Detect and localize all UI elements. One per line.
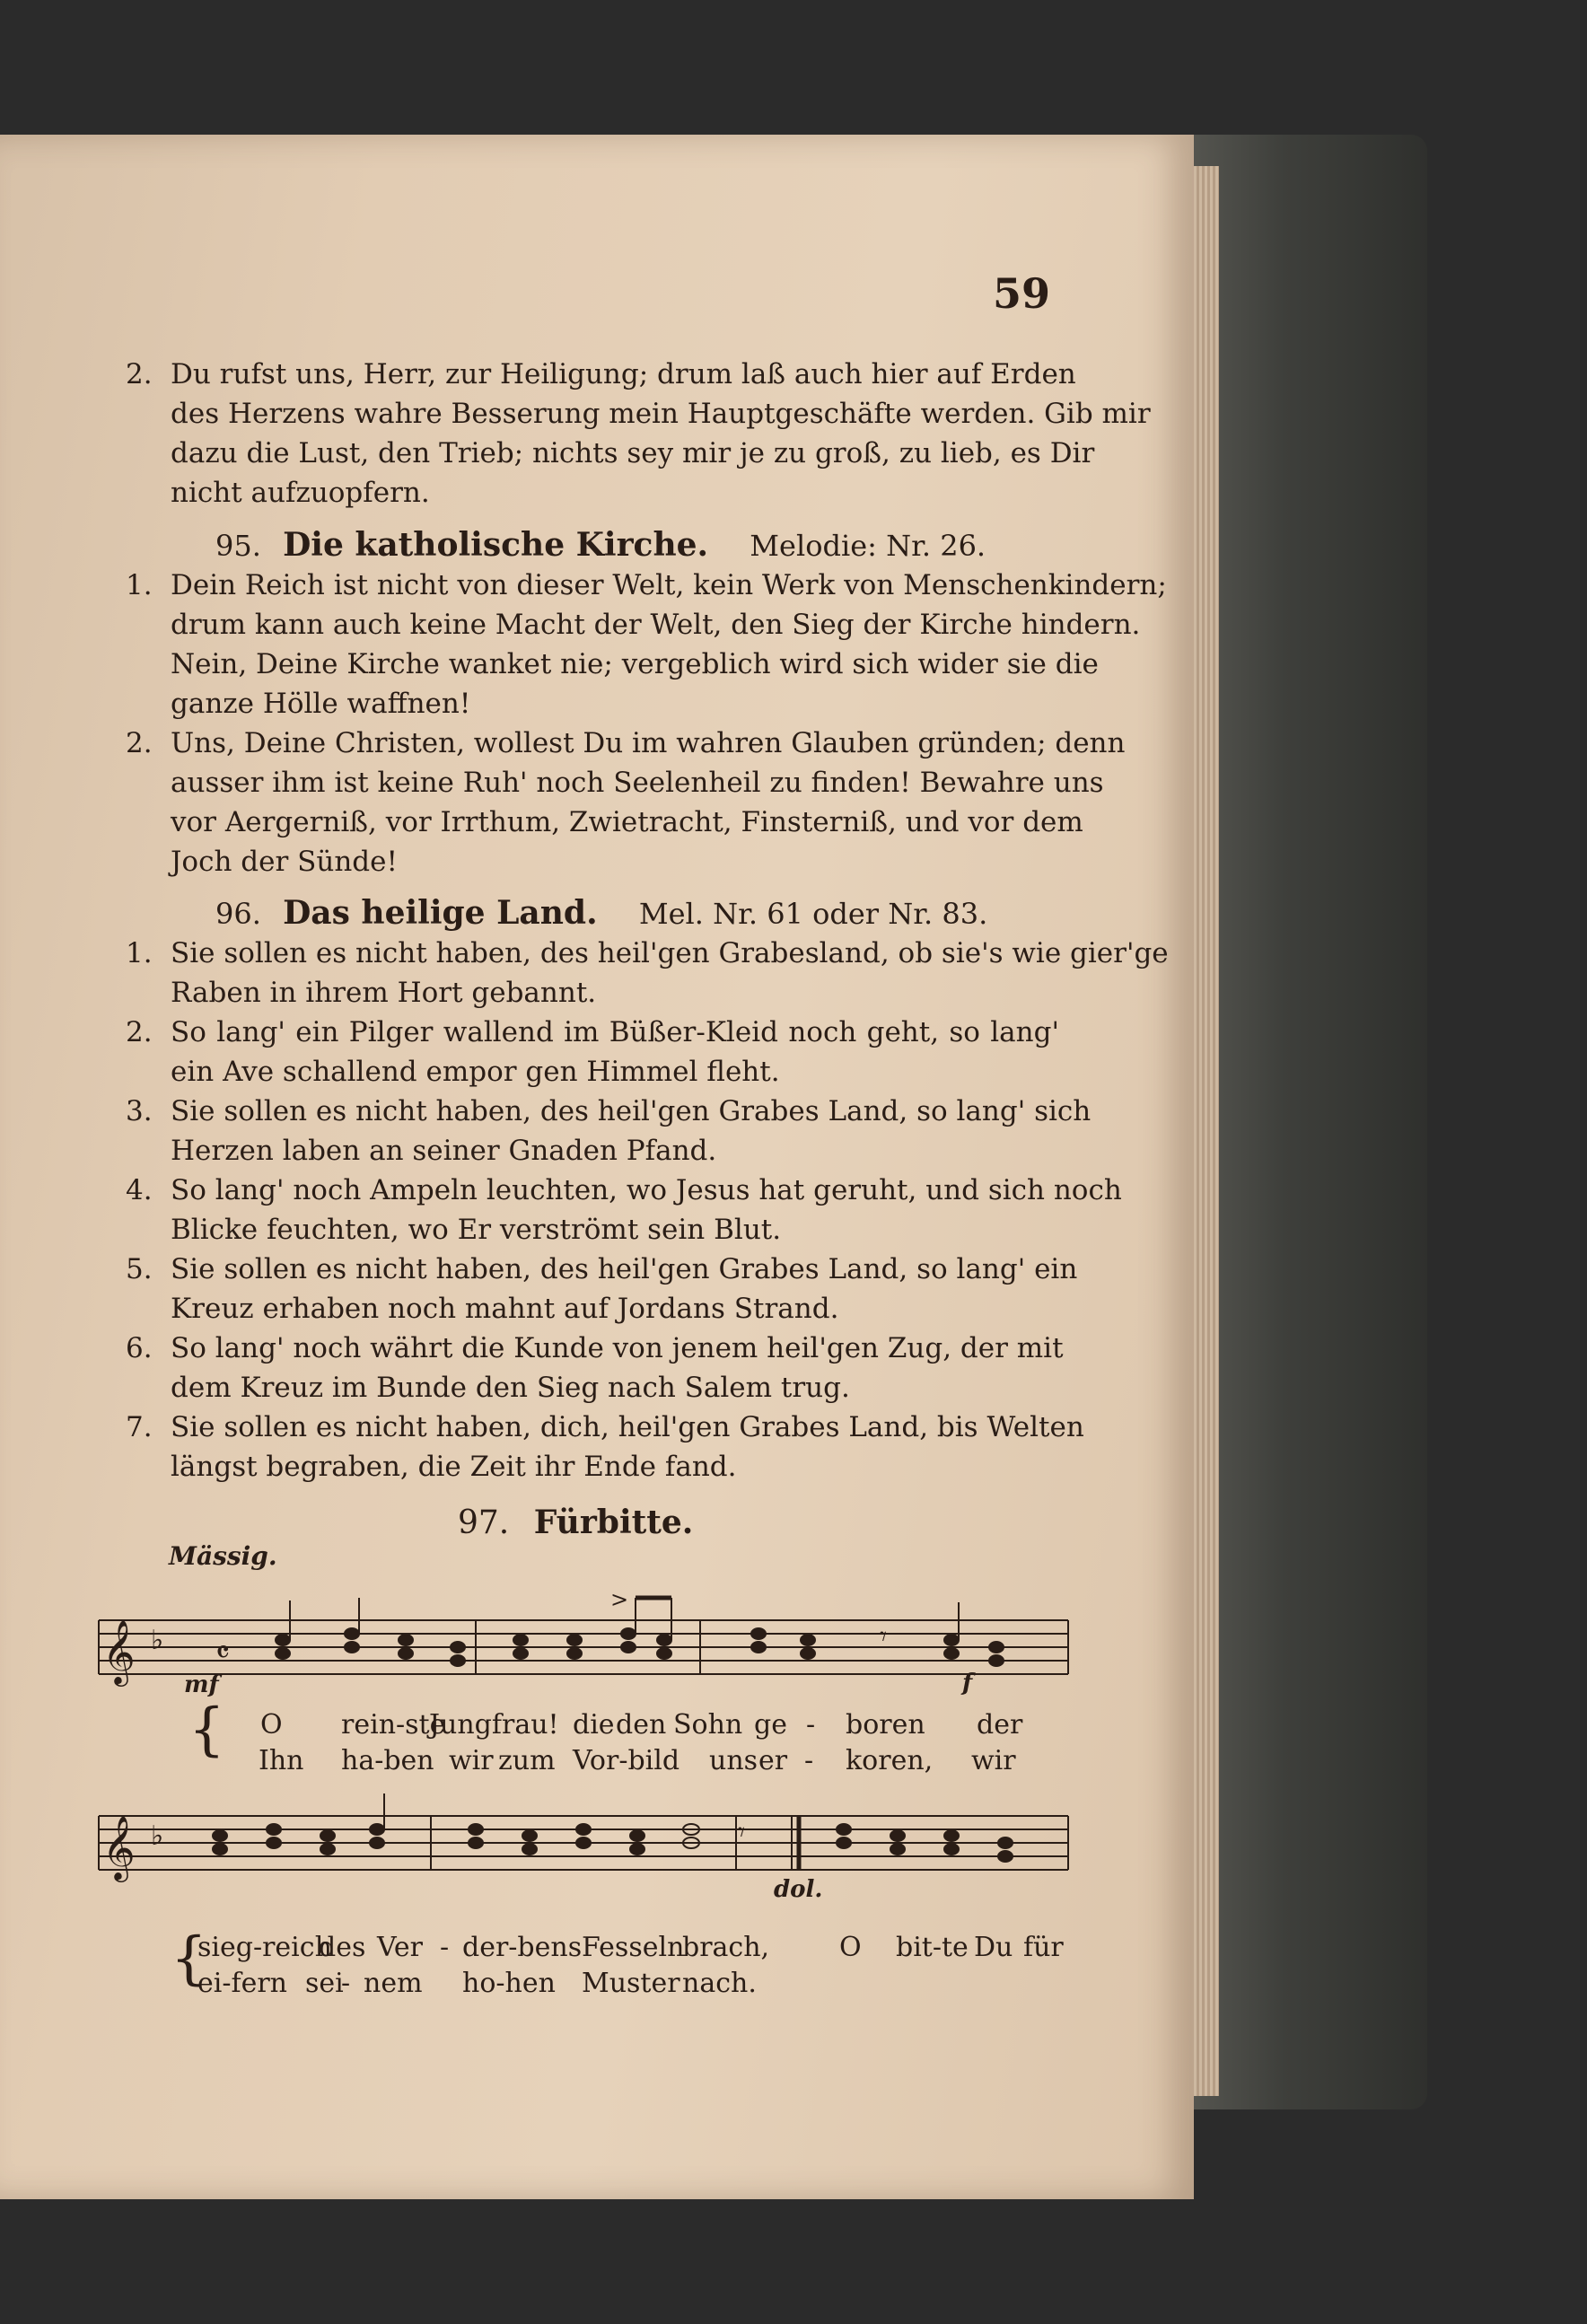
hymn-heading xyxy=(458,1504,693,1541)
dynamic-f: f xyxy=(962,1670,973,1697)
treble-clef-icon: 𝄞 xyxy=(102,1618,136,1684)
verse-line: Blicke feuchten, wo Er verströmt sein Blut. xyxy=(171,1214,782,1246)
verse-number: 5. xyxy=(126,1253,153,1285)
lyric-syllable: ei-fern xyxy=(197,1968,288,1999)
lyric-syllable: koren, xyxy=(846,1745,934,1776)
verse-line: vor Aergerniß, vor Irrthum, Zwietracht, Finsterniß, und vor dem xyxy=(171,806,1083,838)
verse-line: Dein Reich ist nicht von dieser Welt, kein Werk von Menschenkindern; xyxy=(171,569,1167,601)
hymn-number: 96. xyxy=(215,897,261,931)
hymn-title: Fürbitte. xyxy=(533,1504,694,1541)
lyric-syllable: - xyxy=(440,1932,450,1963)
lyric-syllable: zum xyxy=(498,1745,556,1776)
flat-icon: ♭ xyxy=(151,1820,164,1852)
lyric-syllable: des xyxy=(319,1932,366,1963)
dynamic-mf: mf xyxy=(184,1671,219,1698)
lyric-syllable: für xyxy=(1023,1932,1064,1963)
lyric-syllable: wir xyxy=(971,1745,1016,1776)
tempo-marking: Mässig. xyxy=(169,1541,277,1571)
verse-line: Sie sollen es nicht haben, des heil'gen Grabes Land, so lang' sich xyxy=(171,1095,1092,1127)
lyric-syllable: Sohn xyxy=(673,1709,743,1741)
accent-icon: > xyxy=(610,1593,629,1612)
lyric-syllable: Vor-bild xyxy=(573,1745,680,1776)
lyric-syllable: Ver xyxy=(377,1932,424,1963)
lyric-syllable: - xyxy=(804,1745,814,1776)
lyric-syllable: O xyxy=(260,1709,283,1741)
hymn-heading xyxy=(215,893,987,934)
hymn-melody: Melodie: Nr. 26. xyxy=(750,529,986,563)
verse-line: Uns, Deine Christen, wollest Du im wahren Glauben gründen; denn xyxy=(171,727,1126,759)
lyric-syllable: sieg-reich xyxy=(197,1932,332,1963)
verse-line: Sie sollen es nicht haben, des heil'gen Grabesland, ob sie's wie gier'ge xyxy=(171,937,1169,969)
lyric-syllable: Ihn xyxy=(259,1745,304,1776)
verse-line: Sie sollen es nicht haben, des heil'gen Grabes Land, so lang' ein xyxy=(171,1253,1078,1285)
lyric-syllable: nach. xyxy=(682,1968,757,1999)
verse-line: So lang' noch währt die Kunde von jenem heil'gen Zug, der mit xyxy=(171,1332,1064,1364)
verse-line: drum kann auch keine Macht der Welt, den Sieg der Kirche hindern. xyxy=(171,609,1141,641)
verse-line: nicht aufzuopfern. xyxy=(171,477,430,509)
lyric-syllable: ge xyxy=(754,1709,787,1741)
verse-line: ausser ihm ist keine Ruh' noch Seelenheil zu finden! Bewahre uns xyxy=(171,767,1104,799)
lyric-syllable: Jungfrau! xyxy=(429,1709,559,1741)
lyrics-brace: { xyxy=(189,1697,225,1763)
verse-line: Herzen laben an seiner Gnaden Pfand. xyxy=(171,1135,717,1167)
lyric-syllable: brach, xyxy=(682,1932,770,1963)
book-page xyxy=(0,135,1194,2199)
lyric-syllable: die xyxy=(573,1709,615,1741)
verse-line: So lang' ein Pilger wallend im Büßer-Kleid noch geht, so lang' xyxy=(171,1016,1059,1048)
music-staff-2 xyxy=(90,1789,1077,1888)
verse-number: 4. xyxy=(126,1174,153,1206)
verse-line: des Herzens wahre Besserung mein Hauptgeschäfte werden. Gib mir xyxy=(171,398,1151,430)
lyric-syllable: der xyxy=(977,1709,1023,1741)
hymn-title: Das heilige Land. xyxy=(283,894,598,932)
lyric-syllable: er xyxy=(758,1745,788,1776)
rest-icon: 𝄾 xyxy=(738,1817,745,1848)
page-number: 59 xyxy=(992,269,1050,318)
lyric-syllable: - xyxy=(341,1968,351,1999)
verse-line: längst begraben, die Zeit ihr Ende fand. xyxy=(171,1451,737,1483)
verse-line: Sie sollen es nicht haben, dich, heil'gen Grabes Land, bis Welten xyxy=(171,1411,1084,1443)
rest-icon: 𝄾 xyxy=(880,1621,887,1653)
lyric-syllable: boren xyxy=(846,1709,925,1741)
hymn-melody: Mel. Nr. 61 oder Nr. 83. xyxy=(638,897,988,931)
lyric-syllable: der-bens xyxy=(462,1932,583,1963)
verse-line: dem Kreuz im Bunde den Sieg nach Salem trug. xyxy=(171,1372,850,1404)
music-staff-1 xyxy=(90,1593,1077,1692)
lyric-syllable: Du xyxy=(974,1932,1013,1963)
hymn-number: 97. xyxy=(458,1504,510,1541)
lyric-syllable: sei xyxy=(305,1968,344,1999)
verse-number: 1. xyxy=(126,569,153,601)
verse-line: ganze Hölle waffnen! xyxy=(171,688,471,720)
lyric-syllable: Muster xyxy=(582,1968,680,1999)
lyric-syllable: O xyxy=(839,1932,862,1963)
verse-line: Du rufst uns, Herr, zur Heiligung; drum laß auch hier auf Erden xyxy=(171,358,1076,390)
verse-number: 2. xyxy=(126,727,153,759)
lyric-syllable: wir xyxy=(449,1745,494,1776)
lyric-syllable: ho-hen xyxy=(462,1968,556,1999)
lyric-syllable: den xyxy=(616,1709,667,1741)
verse-number: 2. xyxy=(126,1016,153,1048)
verse-line: Nein, Deine Kirche wanket nie; vergeblich wird sich wider sie die xyxy=(171,648,1099,680)
verse-number: 3. xyxy=(126,1095,153,1127)
verse-line: Kreuz erhaben noch mahnt auf Jordans Strand. xyxy=(171,1293,839,1325)
lyric-syllable: rein-ste xyxy=(341,1709,446,1741)
hymn-title: Die katholische Kirche. xyxy=(283,526,709,564)
verse-number: 2. xyxy=(126,358,153,390)
time-signature-icon: 𝄴 xyxy=(215,1635,231,1671)
lyric-syllable: bit-te xyxy=(896,1932,969,1963)
verse-line: Joch der Sünde! xyxy=(171,846,398,878)
lyrics-brace: { xyxy=(171,1925,207,1992)
hymn-heading xyxy=(215,525,986,566)
verse-line: So lang' noch Ampeln leuchten, wo Jesus hat geruht, und sich noch xyxy=(171,1174,1122,1206)
lyric-syllable: uns xyxy=(709,1745,758,1776)
dynamic-dol: dol. xyxy=(774,1876,823,1903)
flat-icon: ♭ xyxy=(151,1625,164,1656)
verse-number: 1. xyxy=(126,937,153,969)
treble-clef-icon: 𝄞 xyxy=(102,1814,136,1880)
lyric-syllable: ha-ben xyxy=(341,1745,434,1776)
hymn-number: 95. xyxy=(215,529,261,563)
lyric-syllable: - xyxy=(806,1709,816,1741)
verse-line: dazu die Lust, den Trieb; nichts sey mir je zu groß, zu lieb, es Dir xyxy=(171,437,1095,469)
verse-number: 6. xyxy=(126,1332,153,1364)
verse-number: 7. xyxy=(126,1411,153,1443)
verse-line: Raben in ihrem Hort gebannt. xyxy=(171,977,597,1009)
lyric-syllable: nem xyxy=(364,1968,423,1999)
lyric-syllable: Fesseln xyxy=(582,1932,685,1963)
verse-line: ein Ave schallend empor gen Himmel fleht. xyxy=(171,1056,780,1088)
